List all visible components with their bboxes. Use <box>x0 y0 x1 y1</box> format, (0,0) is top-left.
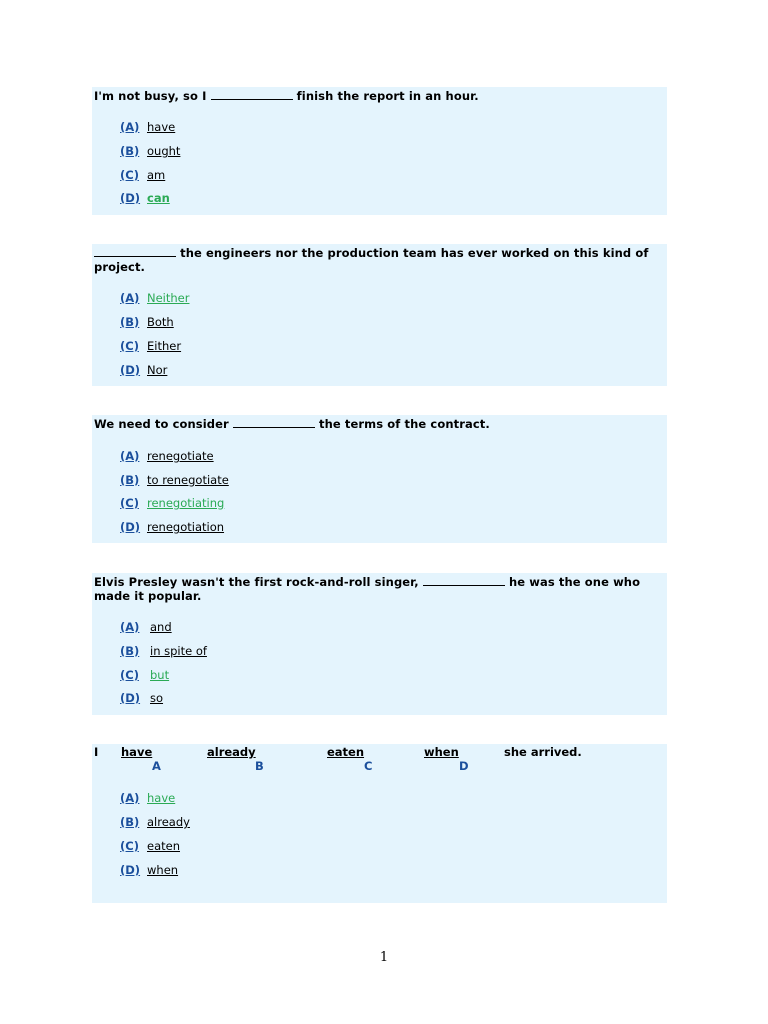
answer-blank <box>94 246 176 257</box>
label-a: A <box>152 759 161 773</box>
option-a[interactable]: (A) have <box>120 120 176 134</box>
question-4 <box>92 573 667 715</box>
sentence-word-b: already <box>207 745 256 759</box>
option-c[interactable]: (C) renegotiating <box>120 496 225 510</box>
answer-blank <box>211 89 293 100</box>
question-2-text: the engineers nor the production team has ever worked on this kind of project. <box>94 246 649 274</box>
option-c[interactable]: (C) Either <box>120 339 182 353</box>
option-b[interactable]: (B) already <box>120 815 190 829</box>
option-b[interactable]: (B) in spite of <box>120 644 207 658</box>
label-b: B <box>255 759 264 773</box>
option-d[interactable]: (D) when <box>120 863 179 877</box>
option-a[interactable]: (A) renegotiate <box>120 449 214 463</box>
option-b[interactable]: (B) Both <box>120 315 174 329</box>
question-3-text: We need to consider the terms of the contract. <box>94 417 490 431</box>
option-a[interactable]: (A) and <box>120 620 172 634</box>
sentence-subject: I <box>94 745 99 759</box>
option-a[interactable]: (A) have <box>120 791 176 805</box>
question-1-text: I'm not busy, so I finish the report in an hour. <box>94 89 479 103</box>
page-number: 1 <box>379 950 389 965</box>
option-c[interactable]: (C) am <box>120 168 166 182</box>
sentence-word-a: have <box>121 745 153 759</box>
answer-blank <box>423 575 505 586</box>
option-a[interactable]: (A) Neither <box>120 291 190 305</box>
option-d[interactable]: (D) renegotiation <box>120 520 225 534</box>
sentence-word-c: eaten <box>327 745 365 759</box>
option-d[interactable]: (D) so <box>120 691 164 705</box>
label-d: D <box>459 759 469 773</box>
sentence-word-d: when <box>424 745 459 759</box>
option-b[interactable]: (B) to renegotiate <box>120 473 229 487</box>
answer-blank <box>233 417 315 428</box>
question-3 <box>92 415 667 543</box>
option-c[interactable]: (C) eaten <box>120 839 180 853</box>
question-1 <box>92 87 667 215</box>
label-c: C <box>364 759 373 773</box>
option-d[interactable]: (D) Nor <box>120 363 168 377</box>
option-d[interactable]: (D) can <box>120 191 170 205</box>
question-2 <box>92 244 667 386</box>
option-c[interactable]: (C) but <box>120 668 170 682</box>
sentence-ending: she arrived. <box>504 745 582 759</box>
option-b[interactable]: (B) ought <box>120 144 181 158</box>
question-5 <box>92 744 667 903</box>
question-4-text: Elvis Presley wasn't the first rock-and-roll singer, he was the one who made it popular. <box>94 575 641 603</box>
